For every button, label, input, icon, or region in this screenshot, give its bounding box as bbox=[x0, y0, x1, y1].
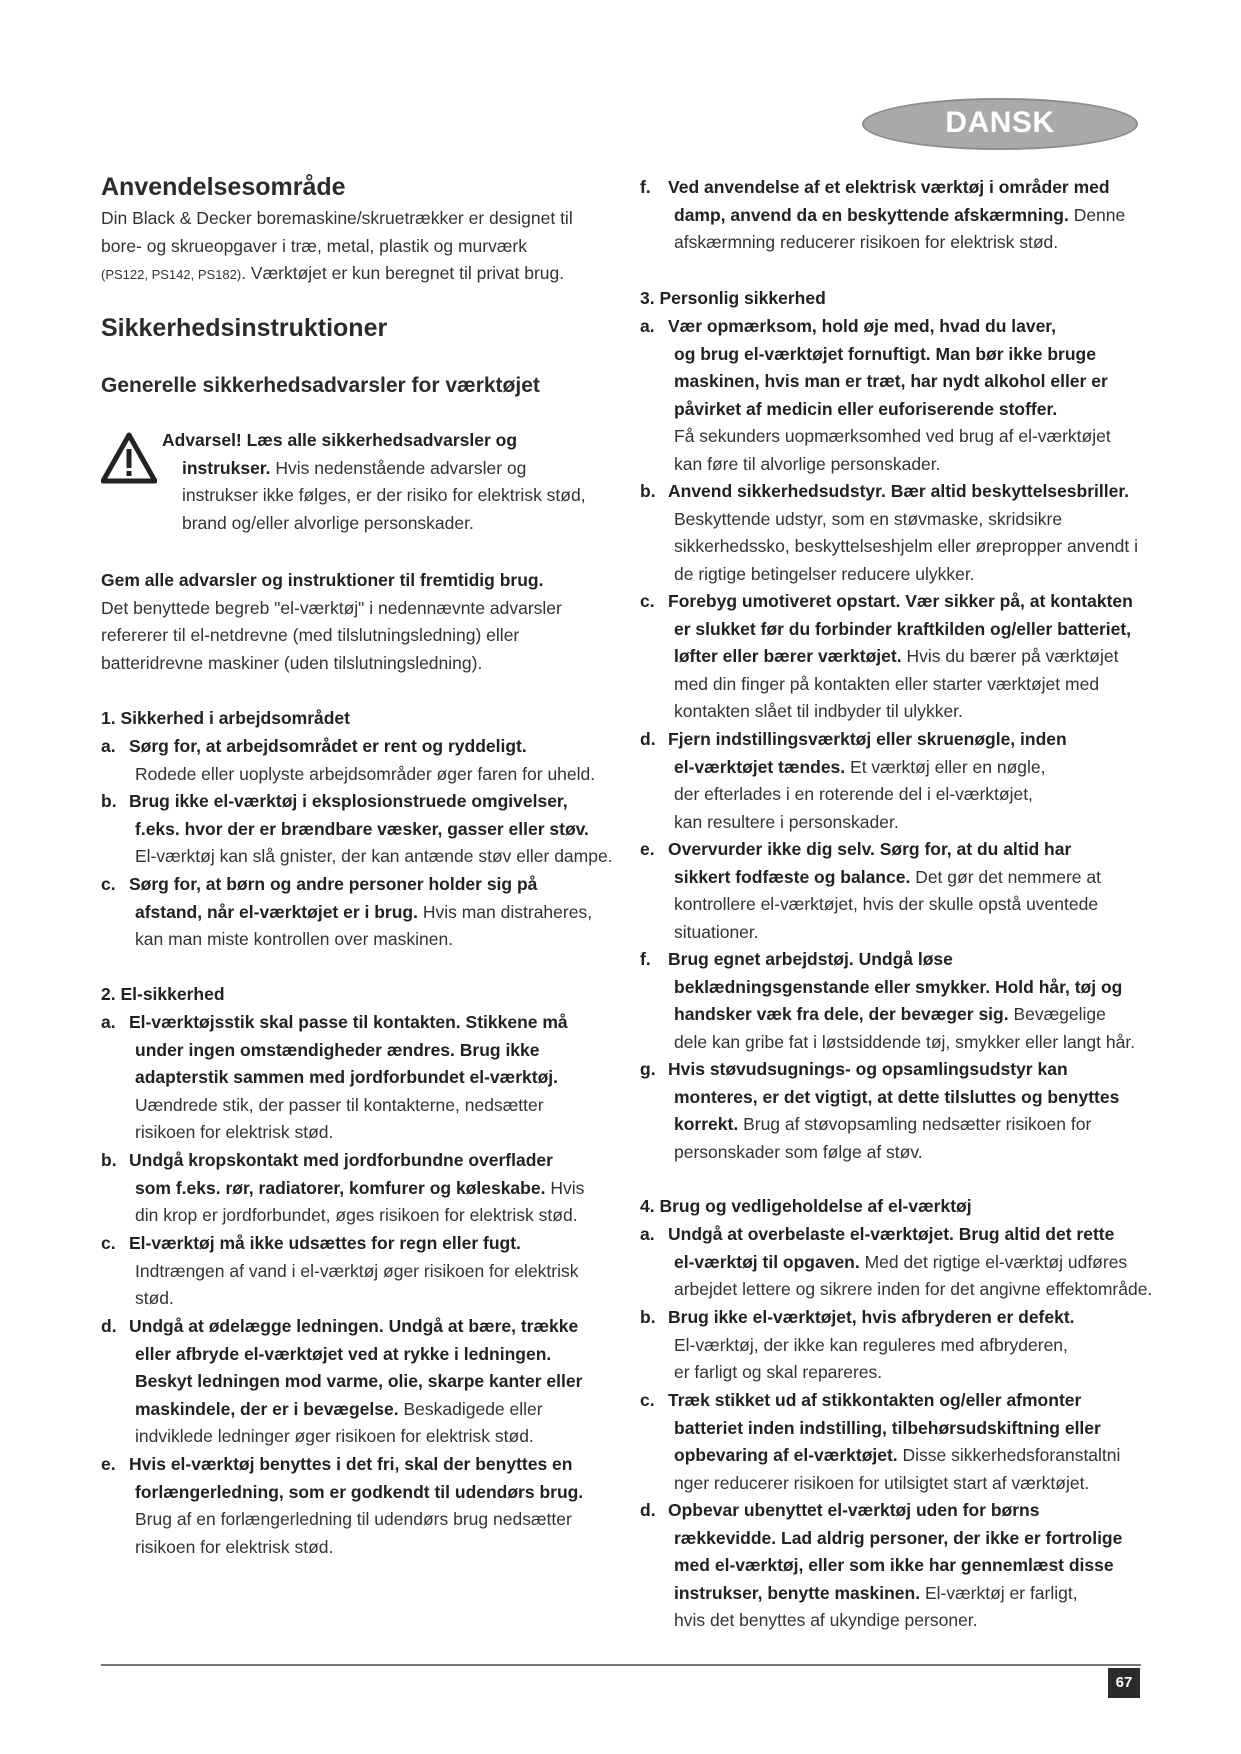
text-line: eller afbryde el-værktøjet ved at rykke i ledningen. bbox=[135, 1343, 552, 1364]
text-line: der efterlades i en roterende del i el-værktøjet, bbox=[674, 784, 1033, 804]
text-line: Uændrede stik, der passer til kontakterne, nedsætter bbox=[135, 1094, 544, 1115]
text-line bbox=[674, 1111, 1160, 1139]
item-label: b. bbox=[640, 1307, 656, 1327]
text-line: personskader som følge af støv. bbox=[674, 1141, 923, 1162]
text-line: monteres, er det vigtigt, at dette tilsluttes og benyttes bbox=[674, 1086, 1120, 1107]
language-badge-label: DANSK bbox=[945, 106, 1055, 139]
text-line: Sørg for, at børn og andre personer holder sig på bbox=[129, 874, 538, 894]
item-label: c. bbox=[640, 591, 655, 611]
text-line: batteridrevne maskiner (uden tilslutningsledning). bbox=[101, 652, 483, 673]
text-span: Med det rigtige el-værktøj udføres bbox=[859, 1251, 1128, 1272]
text-span-bold: damp, anvend da en beskyttende afskærmning. bbox=[674, 204, 1069, 225]
text-line bbox=[135, 1396, 661, 1424]
text-line: Det benyttede begreb "el-værktøj" i nedennævnte advarsler bbox=[101, 597, 562, 618]
list-item-3c bbox=[640, 588, 1160, 726]
text-line: de rigtige betingelser reducere ulykker. bbox=[674, 563, 975, 584]
text-line: Undgå at ødelægge ledningen. Undgå at bære, trække bbox=[129, 1316, 579, 1336]
text-line: Hvis el-værktøj benyttes i det fri, skal der benyttes en bbox=[129, 1454, 573, 1474]
text-line: Beskyt ledningen mod varme, olie, skarpe kanter eller bbox=[135, 1371, 583, 1391]
list-item-3a bbox=[640, 313, 1160, 478]
text-span-bold: løfter eller bærer værktøjet. bbox=[674, 646, 902, 666]
text-line: batteriet inden indstilling, tilbehørsudskiftning eller bbox=[674, 1417, 1101, 1438]
text-line bbox=[674, 1442, 1160, 1470]
text-line: afskærmning reducerer risikoen for elektrisk stød. bbox=[674, 232, 1059, 252]
list-item-3b bbox=[640, 478, 1160, 588]
text-span-bold: el-værktøjet tændes. bbox=[674, 756, 846, 777]
list-item-2a bbox=[101, 1009, 661, 1147]
text-span: Denne bbox=[1068, 204, 1126, 225]
item-label: a. bbox=[640, 316, 655, 336]
text-line: Brug af en forlængerledning til udendørs brug nedsætter bbox=[135, 1509, 572, 1529]
text-line: Din Black & Decker boremaskine/skruetrækker er designet til bbox=[101, 208, 573, 228]
text-span: Hvis bbox=[545, 1177, 585, 1198]
item-label: a. bbox=[101, 736, 116, 756]
text-line: Vær opmærksom, hold øje med, hvad du laver, bbox=[668, 316, 1057, 336]
text-line: påvirket af medicin eller euforiserende stoffer. bbox=[674, 398, 1058, 419]
list-item-3f bbox=[640, 946, 1160, 1056]
item-label: f. bbox=[640, 177, 651, 197]
item-label: d. bbox=[640, 1500, 656, 1520]
text-line: Rodede eller uoplyste arbejdsområder øger faren for uheld. bbox=[135, 763, 596, 784]
text-line: bore- og skrueopgaver i træ, metal, plastik og murværk bbox=[101, 235, 527, 256]
list-item-2b bbox=[101, 1147, 661, 1230]
text-line: refererer til el-netdrevne (med tilslutningsledning) eller bbox=[101, 625, 520, 645]
text-span-bold: instrukser, benytte maskinen. bbox=[674, 1582, 921, 1603]
text-span: Hvis du bærer på værktøjet bbox=[901, 646, 1119, 666]
list-item-2e bbox=[101, 1451, 661, 1561]
list-item-1b bbox=[101, 788, 661, 871]
list-item-3e bbox=[640, 836, 1160, 946]
item-label: b. bbox=[101, 1150, 117, 1170]
text-span: Det gør det nemmere at bbox=[910, 866, 1101, 887]
text-line bbox=[674, 1580, 1160, 1608]
item-label: b. bbox=[640, 481, 656, 501]
text-span-bold: opbevaring af el-værktøjet. bbox=[674, 1445, 898, 1465]
text-line: med din finger på kontakten eller starter værktøjet med bbox=[674, 673, 1100, 694]
text-line: Indtrængen af vand i el-værktøj øger risikoen for elektrisk bbox=[135, 1260, 579, 1281]
text-line: din krop er jordforbundet, øges risikoen for elektrisk stød. bbox=[135, 1205, 578, 1225]
text-line: Advarsel! Læs alle sikkerhedsadvarsler og bbox=[162, 430, 518, 450]
text-span-bold: maskindele, der er i bevægelse. bbox=[135, 1398, 399, 1419]
item-label: c. bbox=[101, 874, 116, 894]
text-line: maskinen, hvis man er træt, har nydt alkohol eller er bbox=[674, 371, 1108, 391]
text-line: f.eks. hvor der er brændbare væsker, gasser eller støv. bbox=[135, 818, 589, 839]
text-line bbox=[674, 1249, 1170, 1277]
item-label: a. bbox=[640, 1224, 655, 1244]
text-line: kan man miste kontrollen over maskinen. bbox=[135, 929, 454, 949]
text-line bbox=[674, 864, 1160, 892]
text-line: med el-værktøj, eller som ikke har gennemlæst disse bbox=[674, 1555, 1114, 1575]
text-line: Brug ikke el-værktøjet, hvis afbryderen er defekt. bbox=[668, 1307, 1075, 1327]
text-span-bold: afstand, når el-værktøjet er i brug. bbox=[135, 901, 418, 922]
footer-rule bbox=[101, 1664, 1141, 1666]
item-label: d. bbox=[640, 729, 656, 749]
text-line: kan resultere i personskader. bbox=[674, 811, 899, 832]
item-label: g. bbox=[640, 1059, 656, 1079]
text-line bbox=[674, 643, 1160, 671]
list-item-2d bbox=[101, 1313, 661, 1451]
model-numbers: (PS122, PS142, PS182) bbox=[101, 267, 242, 282]
text-span: Brug af støvopsamling nedsætter risikoen for bbox=[738, 1114, 1092, 1134]
list-item-2c bbox=[101, 1230, 661, 1313]
text-line: forlængerledning, som er godkendt til udendørs brug. bbox=[135, 1481, 584, 1502]
text-line bbox=[674, 754, 1160, 782]
text-span: Hvis nedenstående advarsler og bbox=[270, 457, 527, 478]
item-label: e. bbox=[101, 1454, 116, 1474]
text-line: Træk stikket ud af stikkontakten og/eller afmonter bbox=[668, 1390, 1082, 1410]
text-span: Hvis man distraheres, bbox=[417, 901, 593, 922]
text-line: El-værktøj må ikke udsættes for regn eller fugt. bbox=[129, 1233, 521, 1253]
text-line bbox=[135, 1175, 661, 1203]
section-title-anvendelsesomrade: Anvendelsesområde bbox=[101, 173, 346, 201]
text-line: brand og/eller alvorlige personskader. bbox=[182, 512, 474, 533]
text-line: Overvurder ikke dig selv. Sørg for, at du altid har bbox=[668, 839, 1072, 859]
text-line: El-værktøj, der ikke kan reguleres med afbryderen, bbox=[674, 1334, 1068, 1355]
text-line: Ved anvendelse af et elektrisk værktøj i områder med bbox=[668, 177, 1110, 197]
text-line: El-værktøjsstik skal passe til kontakten. Stikkene må bbox=[129, 1012, 568, 1032]
text-line: Undgå at overbelaste el-værktøjet. Brug altid det rette bbox=[668, 1224, 1115, 1244]
text-span: Disse sikkerhedsforanstaltni bbox=[897, 1445, 1121, 1465]
list-item-3d bbox=[640, 726, 1160, 836]
text-line: Brug ikke el-værktøj i eksplosionstruede omgivelser, bbox=[129, 791, 568, 811]
list-item-4a bbox=[640, 1221, 1170, 1304]
text-line: er slukket før du forbinder kraftkilden og/eller batteriet, bbox=[674, 618, 1132, 639]
text-span-bold: instrukser. bbox=[182, 457, 271, 478]
text-line: arbejdet lettere og sikrere inden for det angivne effektområde. bbox=[674, 1279, 1153, 1299]
warning-triangle-icon bbox=[101, 432, 157, 484]
text-line: rækkevidde. Lad aldrig personer, der ikke er fortrolige bbox=[674, 1527, 1123, 1548]
list-item-2f bbox=[640, 174, 1160, 257]
text-line bbox=[182, 455, 643, 483]
text-line: Få sekunders uopmærksomhed ved brug af el-værktøjet bbox=[674, 426, 1111, 446]
subsection-title-general-warnings: Generelle sikkerhedsadvarsler for værktøjet bbox=[101, 374, 540, 397]
text-span-bold: korrekt. bbox=[674, 1114, 739, 1134]
text-line: stød. bbox=[135, 1288, 174, 1308]
text-span: Et værktøj eller en nøgle, bbox=[845, 756, 1046, 777]
text-line: Hvis støvudsugnings- og opsamlingsudstyr kan bbox=[668, 1059, 1068, 1079]
text-line: nger reducerer risikoen for utilsigtet start af værktøjet. bbox=[674, 1472, 1090, 1493]
text-line: og brug el-værktøjet fornuftigt. Man bør ikke bruge bbox=[674, 343, 1096, 364]
text-line: kontakten slået til indbyder til ulykker. bbox=[674, 701, 963, 721]
item-label: c. bbox=[640, 1390, 655, 1410]
section-2-title: 2. El-sikkerhed bbox=[101, 984, 225, 1004]
item-label: d. bbox=[101, 1316, 117, 1336]
text-line: Anvend sikkerhedsudstyr. Bær altid beskyttelsesbriller. bbox=[668, 481, 1130, 501]
text-line: risikoen for elektrisk stød. bbox=[135, 1536, 334, 1557]
text-line: Undgå kropskontakt med jordforbundne overflader bbox=[129, 1150, 553, 1170]
text-line: Forebyg umotiveret opstart. Vær sikker på, at kontakten bbox=[668, 591, 1133, 611]
list-item-1c bbox=[101, 871, 661, 954]
text-line: instrukser ikke følges, er der risiko for elektrisk stød, bbox=[182, 485, 586, 505]
text-line: Beskyttende udstyr, som en støvmaske, skridsikre bbox=[674, 508, 1063, 529]
list-item-4d bbox=[640, 1497, 1160, 1635]
text-line: er farligt og skal repareres. bbox=[674, 1362, 883, 1382]
item-label: f. bbox=[640, 949, 651, 969]
text-span: . Værktøjet er kun beregnet til privat brug. bbox=[241, 263, 565, 283]
text-line: dele kan gribe fat i løstsiddende tøj, smykker eller langt hår. bbox=[674, 1031, 1136, 1052]
text-line: hvis det benyttes af ukyndige personer. bbox=[674, 1610, 978, 1630]
item-label: c. bbox=[101, 1233, 116, 1253]
language-badge bbox=[862, 98, 1138, 150]
text-line: situationer. bbox=[674, 921, 759, 942]
text-line: Sørg for, at arbejdsområdet er rent og ryddeligt. bbox=[129, 736, 527, 756]
text-span: El-værktøj er farligt, bbox=[920, 1582, 1078, 1603]
text-line: Brug egnet arbejdstøj. Undgå løse bbox=[668, 949, 953, 969]
text-span-bold: som f.eks. rør, radiatorer, komfurer og køleskabe. bbox=[135, 1177, 546, 1198]
text-line: Fjern indstillingsværktøj eller skruenøgle, inden bbox=[668, 729, 1067, 749]
text-line bbox=[674, 202, 1160, 230]
section-title-sikkerhedsinstruktioner: Sikkerhedsinstruktioner bbox=[101, 314, 388, 342]
text-line: kan føre til alvorlige personskader. bbox=[674, 453, 941, 474]
text-line: Opbevar ubenyttet el-værktøj uden for børns bbox=[668, 1500, 1040, 1520]
section-3-title: 3. Personlig sikkerhed bbox=[640, 288, 826, 308]
list-item-4b bbox=[640, 1304, 1160, 1387]
text-line: sikkerhedssko, beskyttelseshjelm eller ørepropper anvendt i bbox=[674, 536, 1138, 556]
text-line: kontrollere el-værktøjet, hvis der skulle opstå uventede bbox=[674, 894, 1099, 914]
list-item-4c bbox=[640, 1387, 1160, 1497]
list-item-1a bbox=[101, 733, 661, 788]
text-line: under ingen omstændigheder ændres. Brug ikke bbox=[135, 1039, 540, 1060]
item-label: a. bbox=[101, 1012, 116, 1032]
save-instructions-paragraph bbox=[101, 567, 641, 677]
text-line bbox=[101, 260, 641, 289]
text-span-bold: sikkert fodfæste og balance. bbox=[674, 866, 911, 887]
item-label: e. bbox=[640, 839, 655, 859]
text-span-bold: handsker væk fra dele, der bevæger sig. bbox=[674, 1004, 1009, 1024]
intro-paragraph bbox=[101, 205, 641, 289]
page-number: 67 bbox=[1108, 1668, 1140, 1698]
text-line: indviklede ledninger øger risikoen for elektrisk stød. bbox=[135, 1426, 534, 1446]
list-item-3g bbox=[640, 1056, 1160, 1166]
text-line: adapterstik sammen med jordforbundet el-værktøj. bbox=[135, 1067, 559, 1087]
text-line: El-værktøj kan slå gnister, der kan antænde støv eller dampe. bbox=[135, 846, 613, 866]
text-line bbox=[674, 1001, 1160, 1029]
item-label: b. bbox=[101, 791, 117, 811]
text-span-bold: el-værktøj til opgaven. bbox=[674, 1251, 860, 1272]
section-1-title: 1. Sikkerhed i arbejdsområdet bbox=[101, 708, 350, 728]
text-line: beklædningsgenstande eller smykker. Hold hår, tøj og bbox=[674, 976, 1123, 997]
text-span: Beskadigede eller bbox=[398, 1398, 543, 1419]
warning-block bbox=[163, 427, 643, 537]
text-line: Gem alle advarsler og instruktioner til fremtidig brug. bbox=[101, 570, 544, 590]
text-line: risikoen for elektrisk stød. bbox=[135, 1122, 334, 1142]
text-span: Bevægelige bbox=[1008, 1004, 1106, 1024]
text-line bbox=[135, 899, 661, 927]
section-4-title: 4. Brug og vedligeholdelse af el-værktøj bbox=[640, 1196, 972, 1216]
